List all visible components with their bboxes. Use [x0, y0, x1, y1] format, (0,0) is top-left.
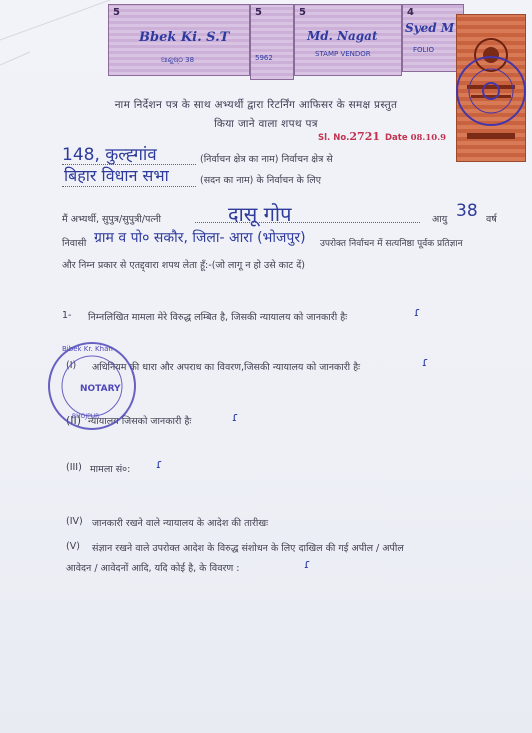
notary-seal-name: Bibek Kr. Khan — [62, 345, 113, 353]
tick-mark-section1: ɾ — [414, 305, 421, 319]
candidate-name: दासू गोप — [228, 202, 292, 226]
years-label: वर्ष — [486, 214, 497, 225]
item-2-text: न्यायालय जिसको जानकारी हैः — [88, 416, 192, 427]
house-label: (सदन का नाम) के निर्वाचन के लिए — [200, 175, 321, 186]
tick-mark-item1: ɾ — [422, 355, 429, 369]
candidate-address: ग्राम व पो० सकौर, जिला- आरा (भोजपुर) — [94, 230, 306, 246]
item-1-number: (I) — [66, 360, 77, 371]
item-5-text-line2: आवेदन / आवेदनों आदि, यदि कोई है, के विवरण : — [66, 563, 240, 574]
seal-emblem-icon — [458, 58, 524, 124]
constituency-name: 148, कुल्ह्गांव — [62, 145, 157, 165]
notary-seal-title: NOTARY — [80, 384, 121, 394]
revenue-stamp-2: 5 5962 — [250, 4, 294, 80]
section1-text: निम्नलिखित मामला मेरे विरुद्ध लम्बित है, जिसकी न्यायालय को जानकारी हैः — [88, 312, 348, 323]
tick-mark-item5: ɾ — [304, 557, 311, 571]
candidate-intro: मैं अभ्यर्थी, सुपुत्र/सुपुत्री/पत्नी — [62, 214, 162, 225]
serial-number: Sl. No.2721 Date 08.10.9 — [318, 130, 447, 143]
revenue-stamp-3: 5 Md. Nagat STAMP VENDOR — [294, 4, 402, 76]
resident-label: निवासी — [62, 238, 87, 249]
tick-mark-item3: ɾ — [156, 457, 163, 471]
item-5-number: (V) — [66, 541, 80, 552]
item-4-number: (IV) — [66, 516, 83, 527]
document-title-line2: किया जाने वाला शपथ पत्र — [214, 118, 318, 130]
house-underline — [62, 186, 196, 187]
revenue-stamp-1: 5 Bbek Ki. S.T ଆଣୁଷ୍ଠ 38 — [108, 4, 250, 76]
item-5-text: संज्ञान रखने वाले उपरोक्त आदेश के विरुद्ध संशोधन के लिए दाखिल की गई अपील / अपील — [92, 543, 404, 554]
item-3-text: मामला सं०: — [90, 464, 131, 475]
house-name: बिहार विधान सभा — [64, 166, 169, 185]
item-4-text: जानकारी रखने वाले न्यायालय के आदेश की तारीखः — [92, 518, 269, 529]
section1-number: 1- — [62, 310, 72, 321]
revenue-stamp-4: 4 Syed M FOLIO — [402, 4, 464, 72]
constituency-label: (निर्वाचन क्षेत्र का नाम) निर्वाचन क्षेत्र से — [200, 154, 333, 165]
document-title-line1: नाम निर्देशन पत्र के साथ अभ्यर्थी द्वारा रिटर्निंग आफिसर के समक्ष प्रस्तुत — [114, 99, 398, 111]
oath-line-2: और निम्न प्रकार से एतद्द्वारा शपथ लेता हूँ:-(जो लागू न हो उसे काट दें) — [62, 260, 305, 271]
item-3-number: (III) — [66, 462, 82, 473]
round-official-seal — [456, 56, 526, 126]
notary-seal-district: BHOJPUR — [72, 413, 100, 420]
age-value: 38 — [456, 201, 478, 221]
oath-line-tail: उपरोक्त निर्वाचन में सत्यनिष्ठा पूर्वक प्रतिज्ञान — [320, 239, 463, 249]
candidate-name-underline — [195, 222, 420, 223]
item-2-number: (II) — [66, 414, 82, 427]
age-label: आयु — [432, 214, 448, 225]
tick-mark-item2: ɾ — [232, 410, 239, 424]
item-1-text: अधिनियम की धारा और अपराध का विवरण,जिसकी न्यायालय को जानकारी हैः — [92, 362, 361, 373]
